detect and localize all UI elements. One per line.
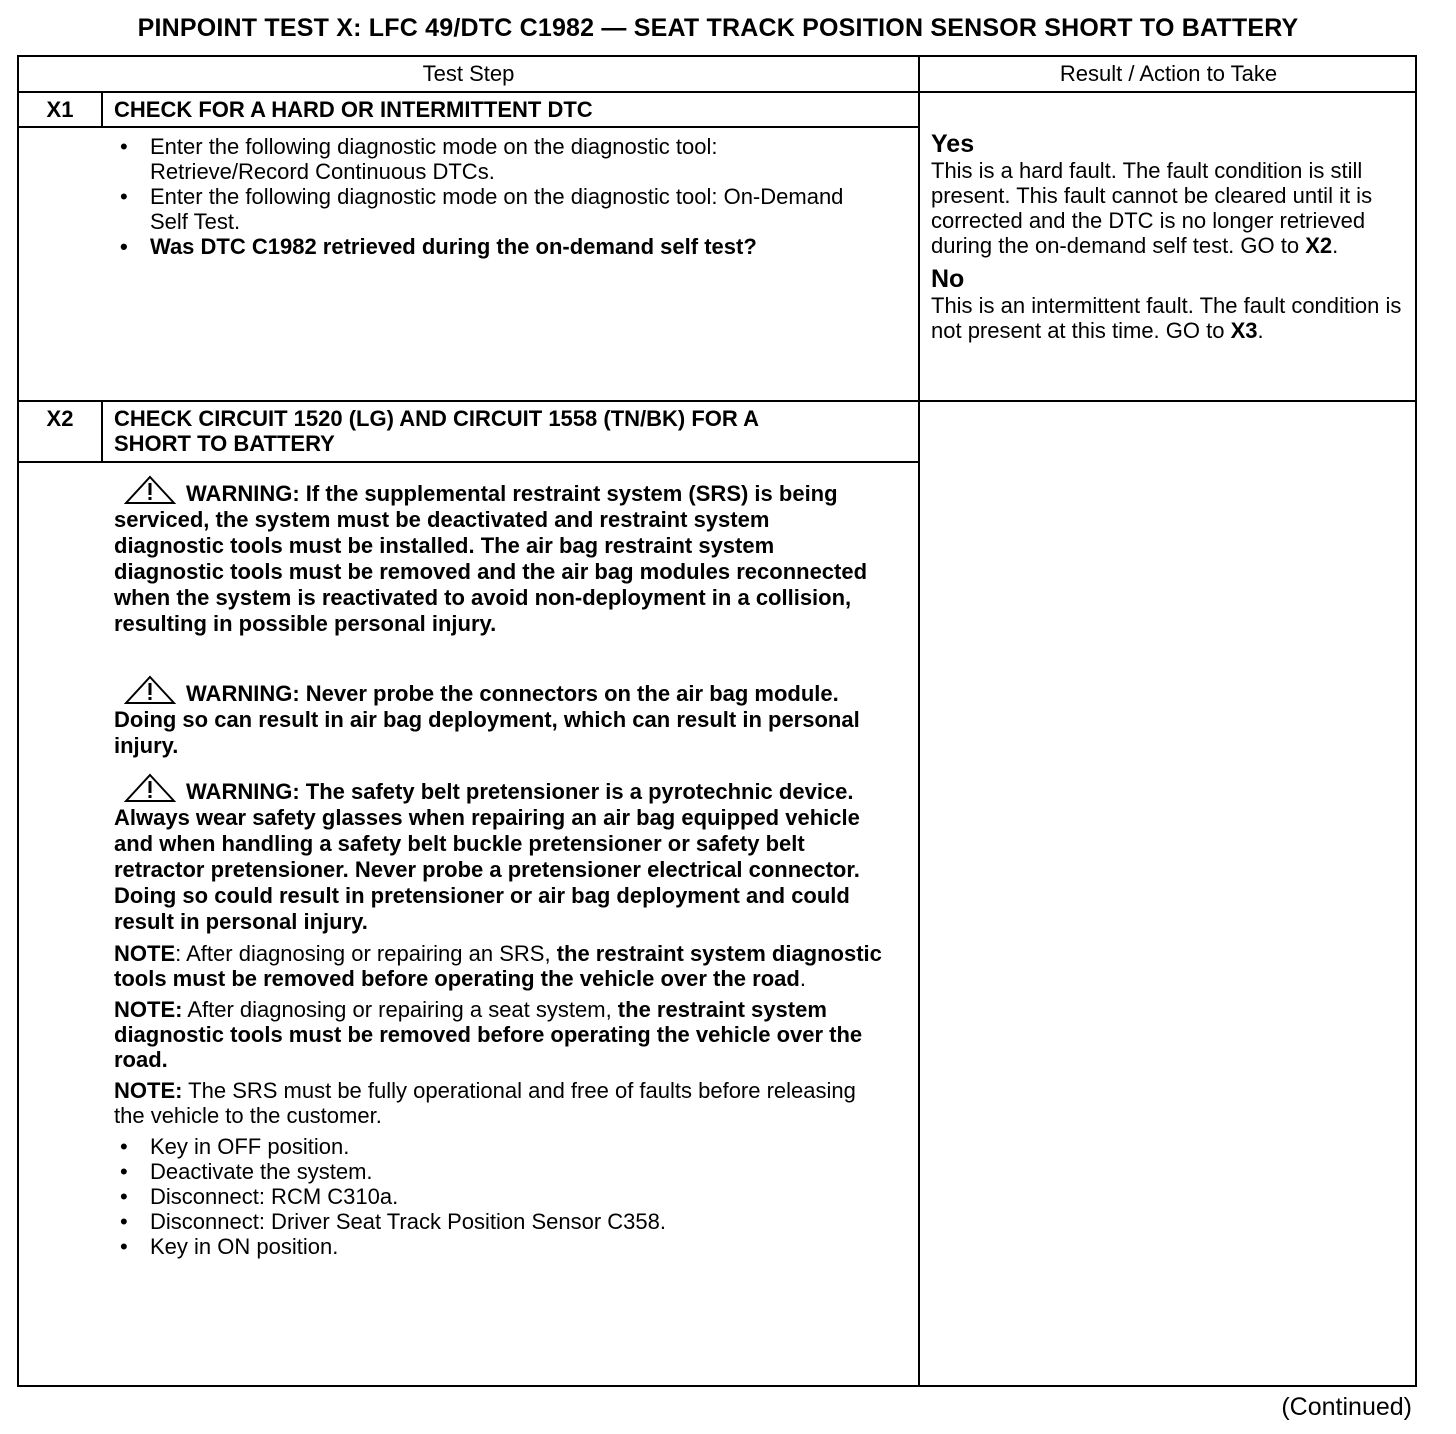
list-item: • Deactivate the system. <box>114 1159 884 1184</box>
header-test-step: Test Step <box>422 61 515 86</box>
page-title: PINPOINT TEST X: LFC 49/DTC C1982 — SEAT TRACK POSITION SENSOR SHORT TO BATTERY <box>137 14 1299 42</box>
warning-srs: WARNING: If the supplemental restraint system (SRS) is being serviced, the system must be deactivated and restraint system diagnostic tools must be installed. The air bag restraint system diagnostic tools must be removed and the air bag modules reconnected when the system is reactivated to avoid non-deployment in a collision, resulting in possible personal injury. <box>114 475 884 637</box>
result-yes-label: Yes <box>931 130 975 158</box>
column-divider <box>918 57 920 1387</box>
header-result: Result / Action to Take <box>1059 61 1278 86</box>
note-srs: NOTE: After diagnosing or repairing an SRS, the restraint system diagnostic tools must be removed before operating the vehicle over the road. <box>114 941 882 991</box>
step-title-x2: CHECK CIRCUIT 1520 (LG) AND CIRCUIT 1558 (TN/BK) FOR A SHORT TO BATTERY <box>114 406 759 456</box>
warning-triangle-icon <box>124 675 176 705</box>
list-item: • Key in OFF position. <box>114 1134 884 1159</box>
row-divider <box>19 400 1417 402</box>
note-seat-system: NOTE: After diagnosing or repairing a seat system, the restraint system diagnostic tools must be removed before operating the vehicle over the road. <box>114 997 863 1072</box>
goto-link-x3[interactable]: X3 <box>1230 318 1258 343</box>
list-item: • Disconnect: RCM C310a. <box>114 1184 884 1209</box>
warning-pretensioner: WARNING: The safety belt pretensioner is a pyrotechnic device. Always wear safety glasses when repairing an air bag equipped vehicle and when handling a safety belt buckle pretensioner or safety belt retractor pretensioner. Never probe a pretensioner electrical connector. Doing so could result in pretensioner or air bag deployment and could result in personal injury. <box>114 773 884 935</box>
result-no-label: No <box>931 265 965 293</box>
step-id-x2: X2 <box>46 406 74 431</box>
header-divider <box>19 91 1417 93</box>
result-yes-text: This is a hard fault. The fault condition is still present. This fault cannot be cleared until it is corrected and the DTC is no longer retrieved during the on-demand self test. GO to X2. <box>931 158 1373 258</box>
x1-result <box>931 131 1415 343</box>
step-title-x1: CHECK FOR A HARD OR INTERMITTENT DTC <box>114 97 593 122</box>
list-item: • Enter the following diagnostic mode on the diagnostic tool: Retrieve/Record Continuous DTCs. <box>114 134 874 184</box>
pinpoint-test-table <box>17 55 1417 1387</box>
goto-link-x2[interactable]: X2 <box>1305 233 1333 258</box>
x1-bullets <box>114 134 874 259</box>
list-item: • Was DTC C1982 retrieved during the on-demand self test? <box>114 234 874 259</box>
continued-label: (Continued) <box>1281 1393 1412 1421</box>
list-item: • Enter the following diagnostic mode on the diagnostic tool: On-Demand Self Test. <box>114 184 874 234</box>
warning-triangle-icon <box>124 475 176 505</box>
result-no-text: This is an intermittent fault. The fault condition is not present at this time. GO to X3. <box>931 293 1402 343</box>
warning-probe-connectors: WARNING: Never probe the connectors on the air bag module. Doing so can result in air bag deployment, which can result in personal injury. <box>114 675 884 759</box>
step-id-x1: X1 <box>46 97 74 122</box>
x2-bullets <box>114 1134 884 1259</box>
list-item: • Disconnect: Driver Seat Track Position Sensor C358. <box>114 1209 884 1234</box>
warning-triangle-icon <box>124 773 176 803</box>
x2-body <box>114 475 884 1259</box>
list-item: • Key in ON position. <box>114 1234 884 1259</box>
note-srs-operational: NOTE: The SRS must be fully operational and free of faults before releasing the vehicle to the customer. <box>114 1078 856 1128</box>
